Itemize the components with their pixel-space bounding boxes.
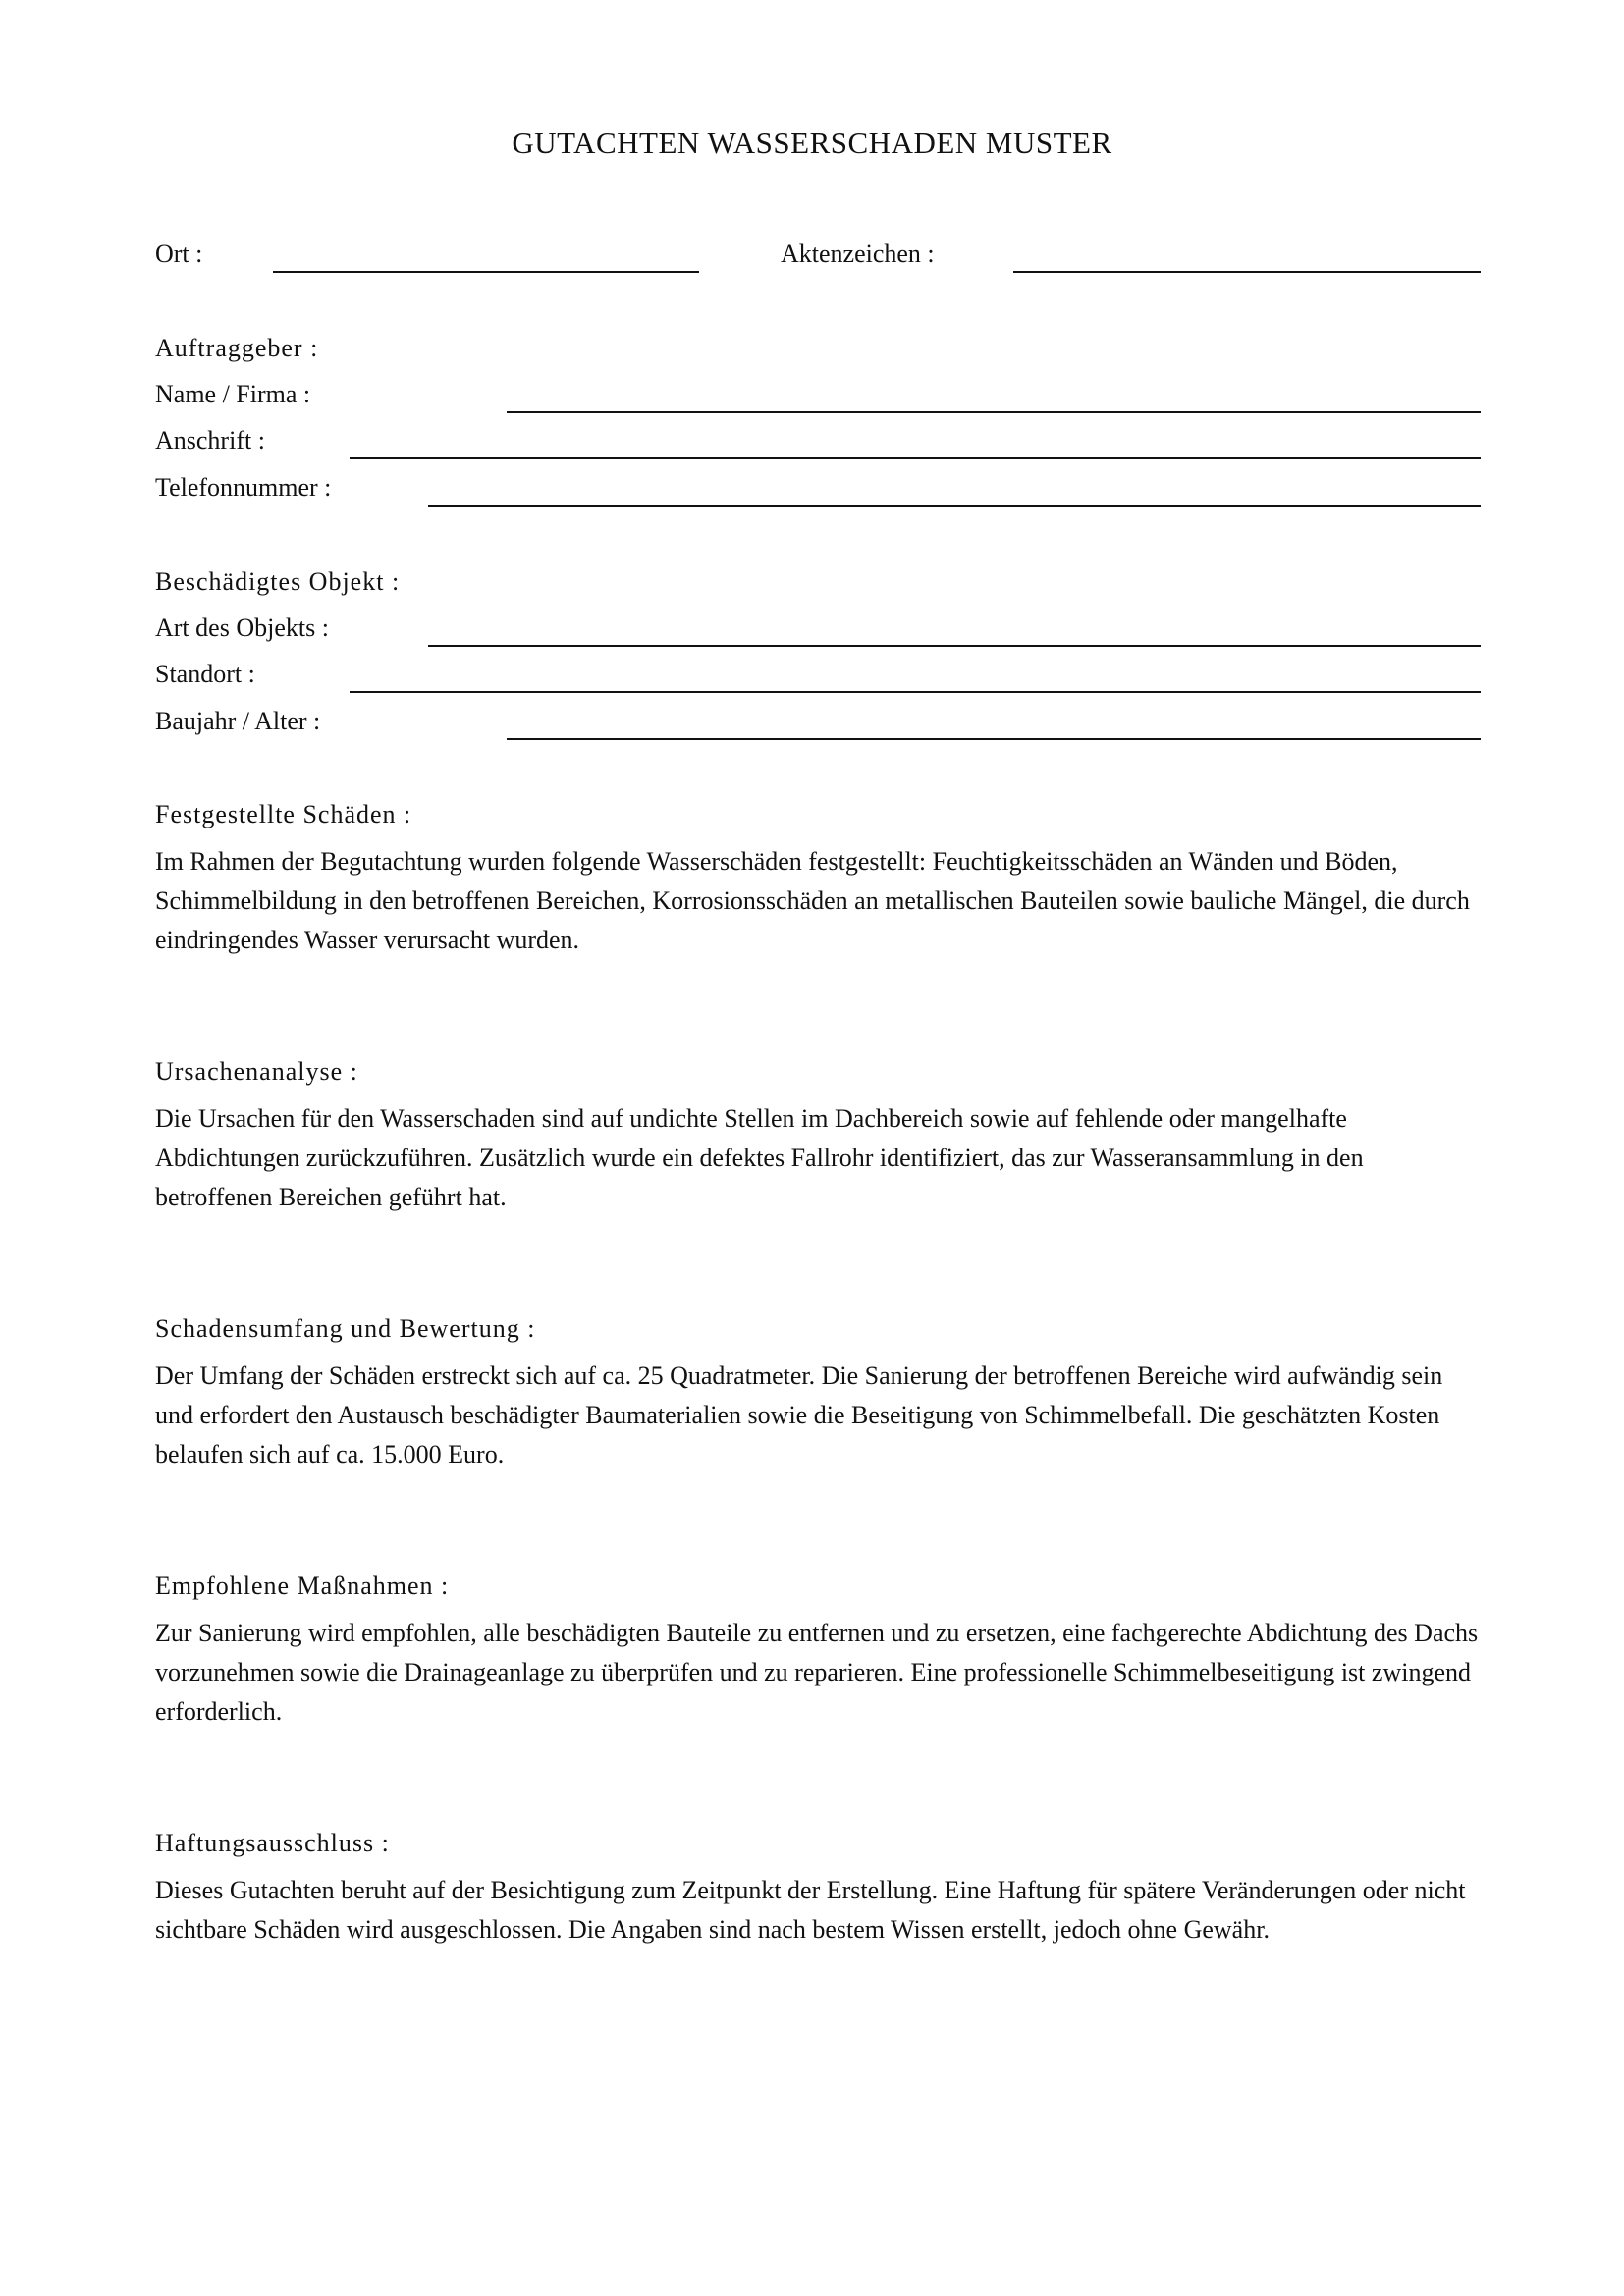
ursachenanalyse-heading: Ursachenanalyse :	[155, 1057, 358, 1086]
empfohlene-massnahmen-heading: Empfohlene Maßnahmen :	[155, 1572, 450, 1600]
anschrift-label: Anschrift :	[155, 426, 265, 454]
schadensumfang-heading: Schadensumfang und Bewertung :	[155, 1314, 536, 1343]
document-title: GUTACHTEN WASSERSCHADEN MUSTER	[512, 126, 1112, 160]
standort-field-line[interactable]	[350, 691, 1481, 693]
anschrift-field-line[interactable]	[350, 457, 1481, 459]
auftraggeber-heading: Auftraggeber :	[155, 334, 319, 362]
ursachenanalyse-text: Die Ursachen für den Wasserschaden sind auf undichte Stellen im Dachbereich sowie auf fehlende oder mangelhafte Abdichtungen zurückzuführen. Zusätzlich wurde ein defektes Fallrohr identifiziert, das zur Wasseransammlung in den betroffenen Bereichen geführt hat.	[155, 1104, 1364, 1211]
ort-label: Ort :	[155, 240, 203, 268]
objekt-heading: Beschädigtes Objekt :	[155, 567, 401, 596]
empfohlene-massnahmen-text: Zur Sanierung wird empfohlen, alle beschädigten Bauteile zu entfernen und zu ersetzen, eine fachgerechte Abdichtung des Dachs vorzunehmen sowie die Drainageanlage zu überprüfen und zu reparieren. Eine professionelle Schimmelbeseitigung ist zwingend erforderlich.	[155, 1619, 1479, 1726]
telefonnummer-field-line[interactable]	[428, 505, 1481, 507]
art-des-objekts-field-line[interactable]	[428, 645, 1481, 647]
haftungsausschluss-heading: Haftungsausschluss :	[155, 1829, 390, 1857]
schadensumfang-text: Der Umfang der Schäden erstreckt sich auf ca. 25 Quadratmeter. Die Sanierung der betroffenen Bereiche wird aufwändig sein und erfordert den Austausch beschädigter Baumaterialien sowie die Beseitigung von Schimmelbefall. Die geschätzten Kosten belaufen sich auf ca. 15.000 Euro.	[155, 1362, 1443, 1468]
baujahr-alter-field-line[interactable]	[507, 738, 1481, 740]
name-firma-field-line[interactable]	[507, 411, 1481, 413]
aktenzeichen-label: Aktenzeichen :	[781, 240, 935, 268]
telefonnummer-label: Telefonnummer :	[155, 473, 332, 502]
ort-field-line[interactable]	[273, 271, 699, 273]
baujahr-alter-label: Baujahr / Alter :	[155, 707, 321, 735]
art-des-objekts-label: Art des Objekts :	[155, 614, 329, 642]
festgestellte-schaeden-heading: Festgestellte Schäden :	[155, 800, 412, 828]
festgestellte-schaeden-text: Im Rahmen der Begutachtung wurden folgende Wasserschäden festgestellt: Feuchtigkeitsschäden an Wänden und Böden, Schimmelbildung in den betroffenen Bereichen, Korrosionsschäden an metallischen Bauteilen sowie bauliche Mängel, die durch eindringendes Wasser verursacht wurden.	[155, 847, 1470, 954]
haftungsausschluss-text: Dieses Gutachten beruht auf der Besichtigung zum Zeitpunkt der Erstellung. Eine Haftung für spätere Veränderungen oder nicht sichtbare Schäden wird ausgeschlossen. Die Angaben sind nach bestem Wissen erstellt, jedoch ohne Gewähr.	[155, 1876, 1466, 1944]
standort-label: Standort :	[155, 660, 255, 688]
aktenzeichen-field-line[interactable]	[1013, 271, 1481, 273]
name-firma-label: Name / Firma :	[155, 380, 311, 408]
